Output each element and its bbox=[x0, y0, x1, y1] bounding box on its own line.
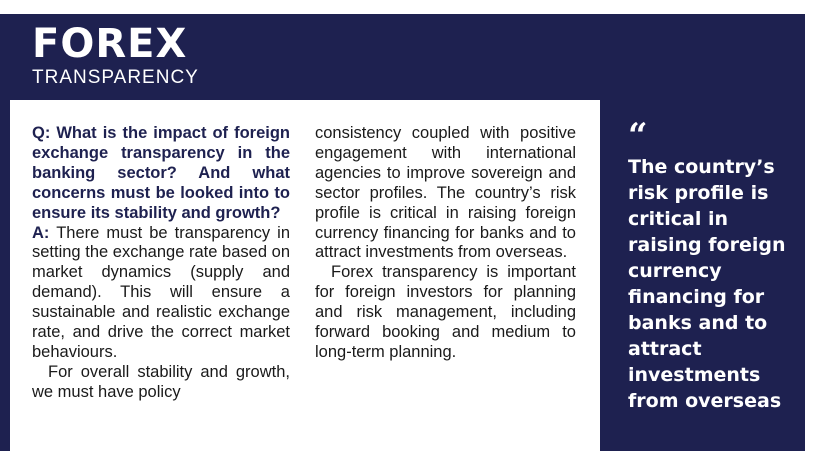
answer-text-1: There must be transparency in setting the exchange rate based on market dynamics (supply and demand). This will ensure a sustainable and realistic exchange rate, and drive the correct market behaviours. bbox=[32, 223, 290, 361]
pull-quote-text: The country’s risk profile is critical in raising foreign currency financing for banks and to attract investments from overseas bbox=[628, 156, 786, 412]
answer-paragraph-3: Forex transparency is important for foreign investors for planning and risk management, including forward booking and medium to long-term planning. bbox=[315, 263, 576, 361]
answer-paragraph-1 bbox=[32, 224, 290, 363]
page-title: FOREX bbox=[32, 21, 188, 67]
interview-question: Q: What is the impact of foreign exchange transparency in the banking sector? And what concerns must be looked into to ensure its stability and growth? bbox=[32, 124, 290, 222]
answer-text-2-part-1: For overall stability and growth, we must have policy bbox=[32, 362, 290, 401]
answer-label: A: bbox=[32, 223, 50, 242]
page-header bbox=[32, 22, 199, 89]
quote-mark-icon: “ bbox=[628, 116, 648, 156]
answer-paragraph-2 bbox=[32, 363, 290, 403]
article-column-2 bbox=[315, 124, 576, 363]
article-body bbox=[10, 100, 600, 451]
pull-quote bbox=[628, 116, 798, 414]
answer-paragraph-2-continued bbox=[315, 124, 576, 263]
page-subtitle: TRANSPARENCY bbox=[32, 67, 199, 88]
article-column-1 bbox=[32, 124, 290, 403]
answer-text-2-part-2: consistency coupled with positive engagement with international agencies to improve sovereign and sector profiles. The country’s risk profile is critical in raising foreign currency financing for banks and to attract investments from overseas. bbox=[315, 124, 576, 262]
